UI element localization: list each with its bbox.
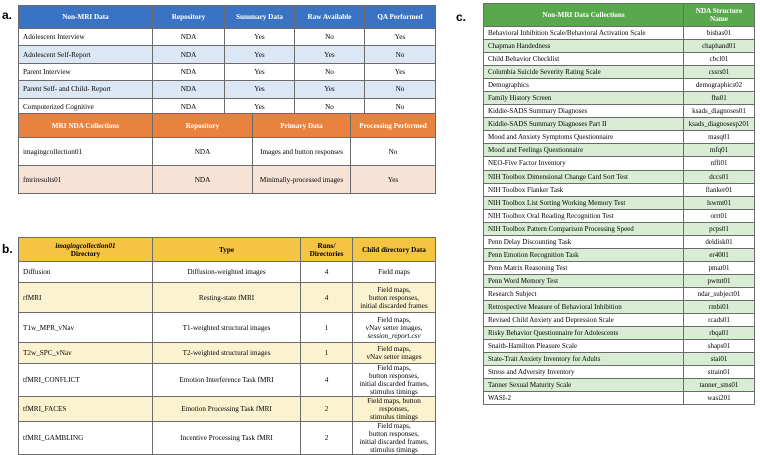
directory-cell: T1w_MPR_vNav xyxy=(19,313,153,343)
header-directory-italic: imagingcollection01 xyxy=(55,241,116,250)
table-row xyxy=(484,92,755,105)
table-row xyxy=(484,287,755,300)
structure-name-cell: tanner_sms01 xyxy=(684,379,755,392)
child-data-line: button responses, xyxy=(369,293,419,302)
structure-name-cell: ksads_diagnoses01 xyxy=(684,105,755,118)
header-cell: Non-MRI Data xyxy=(19,6,153,29)
structure-name-cell: er4001 xyxy=(684,248,755,261)
table-row xyxy=(484,157,755,170)
collection-name-cell: NIH Toolbox Flanker Task xyxy=(484,183,684,196)
table-cell: NDA xyxy=(153,63,225,80)
runs-cell: 1 xyxy=(301,313,353,343)
table-row xyxy=(19,63,436,80)
child-data-line: vNav setter images xyxy=(366,353,422,361)
panel-label-c: c. xyxy=(456,10,467,24)
table-cell: No xyxy=(295,29,365,46)
table-row xyxy=(484,353,755,366)
collection-name-cell: Penn Matrix Reasoning Test xyxy=(484,261,684,274)
table-row xyxy=(484,209,755,222)
table-cell: Yes xyxy=(225,98,295,115)
directory-cell: Diffusion xyxy=(19,262,153,283)
table-row xyxy=(484,40,755,53)
table-row xyxy=(484,235,755,248)
table-row xyxy=(484,248,755,261)
header-directory-plain: Directory xyxy=(70,249,101,258)
structure-name-cell: pcps01 xyxy=(684,222,755,235)
header-cell: Primary Data xyxy=(253,114,351,138)
collection-name-cell: Chapman Handedness xyxy=(484,40,684,53)
collection-name-cell: Family History Screen xyxy=(484,92,684,105)
table-row xyxy=(19,138,436,166)
structure-name-cell: flanker01 xyxy=(684,183,755,196)
table-row xyxy=(19,81,436,98)
runs-cell: 4 xyxy=(301,262,353,283)
collection-name-cell: Research Subject xyxy=(484,287,684,300)
mri-nda-collections-table xyxy=(18,113,436,194)
table-cell: Yes xyxy=(351,166,436,194)
collection-name-cell: Stress and Adversity Inventory xyxy=(484,366,684,379)
collection-name-cell: Mood and Anxiety Symptoms Questionnaire xyxy=(484,131,684,144)
child-data-line: initial discarded frames, xyxy=(359,380,429,388)
table-row xyxy=(484,300,755,313)
structure-name-cell: bisbas01 xyxy=(684,27,755,40)
collection-name-cell: Penn Word Memory Test xyxy=(484,274,684,287)
directory-cell: tfMRI_FACES xyxy=(19,397,153,422)
collection-name-cell: NIH Toolbox Dimensional Change Card Sort Test xyxy=(484,170,684,183)
table-cell: Adolescent Interview xyxy=(19,29,153,46)
child-data-line: button responses, xyxy=(369,430,419,438)
collection-name-cell: Mood and Feelings Questionnaire xyxy=(484,144,684,157)
table-row xyxy=(484,53,755,66)
table-row xyxy=(19,422,436,455)
header-runs: Runs/ Directories xyxy=(301,238,353,262)
structure-name-cell: cbcl01 xyxy=(684,53,755,66)
table-row xyxy=(484,66,755,79)
child-data-line: stimulus timings xyxy=(370,388,418,396)
child-data-line: Field maps xyxy=(378,268,410,276)
structure-name-cell: deldisk01 xyxy=(684,235,755,248)
child-data-line: Field maps, xyxy=(377,315,411,324)
collection-name-cell: Demographics xyxy=(484,79,684,92)
table-row xyxy=(19,29,436,46)
header-cell: Repository xyxy=(153,114,253,138)
child-data-cell xyxy=(353,364,436,397)
table-cell: NDA xyxy=(153,29,225,46)
child-data-cell xyxy=(353,313,436,343)
structure-name-cell: masq01 xyxy=(684,131,755,144)
header-cell: Repository xyxy=(153,6,225,29)
child-data-cell xyxy=(353,343,436,364)
table-row xyxy=(484,183,755,196)
table-cell: NDA xyxy=(153,46,225,63)
table-row xyxy=(484,196,755,209)
table-cell: NDA xyxy=(153,166,253,194)
structure-name-cell: wasi201 xyxy=(684,392,755,405)
header-cell: MRI NDA Collections xyxy=(19,114,153,138)
collection-name-cell: Kiddie-SADS Summary Diagnoses Part II xyxy=(484,118,684,131)
directory-cell: tfMRI_CONFLICT xyxy=(19,364,153,397)
header-cell: Raw Available xyxy=(295,6,365,29)
table-cell: Yes xyxy=(365,63,436,80)
structure-name-cell: shaps01 xyxy=(684,340,755,353)
structure-name-cell: cssrs01 xyxy=(684,66,755,79)
table-row xyxy=(484,27,755,40)
collection-name-cell: NIH Toolbox Oral Reading Recognition Test xyxy=(484,209,684,222)
child-data-cell xyxy=(353,422,436,455)
table-row xyxy=(484,274,755,287)
table-row xyxy=(484,327,755,340)
table-row xyxy=(484,366,755,379)
table-row xyxy=(484,392,755,405)
header-cell: Non-MRI Data Collections xyxy=(484,4,684,27)
child-data-line: Field maps, xyxy=(377,285,411,294)
table-cell: No xyxy=(295,98,365,115)
collection-name-cell: Penn Delay Discounting Task xyxy=(484,235,684,248)
header-child-data: Child directory Data xyxy=(353,238,436,262)
type-cell: Diffusion-weighted images xyxy=(153,262,301,283)
table-cell: Yes xyxy=(225,46,295,63)
runs-cell: 2 xyxy=(301,422,353,455)
panel-label-a: a. xyxy=(2,8,13,22)
child-data-cell xyxy=(353,397,436,422)
table-row xyxy=(19,46,436,63)
header-cell: QA Performed xyxy=(365,6,436,29)
structure-name-cell: fhs01 xyxy=(684,92,755,105)
directory-cell: rfMRI xyxy=(19,283,153,313)
table-cell: Yes xyxy=(365,29,436,46)
table-cell: No xyxy=(365,46,436,63)
table-cell: Minimally-processed images xyxy=(253,166,351,194)
table-row xyxy=(19,313,436,343)
table-row xyxy=(19,166,436,194)
collection-name-cell: Risky Behavior Questionnaire for Adolescents xyxy=(484,327,684,340)
child-data-line: Field maps, xyxy=(377,364,411,372)
table-cell: No xyxy=(365,98,436,115)
structure-name-cell: rbqa01 xyxy=(684,327,755,340)
header-cell: Processing Performed xyxy=(351,114,436,138)
table-cell: No xyxy=(365,81,436,98)
child-data-line: initial discarded frames, xyxy=(359,438,429,446)
collection-name-cell: Tanner Sexual Maturity Scale xyxy=(484,379,684,392)
type-cell: Resting-state fMRI xyxy=(153,283,301,313)
table-cell: NDA xyxy=(153,98,225,115)
child-data-line: Field maps, button responses, xyxy=(367,397,421,413)
directory-cell: tfMRI_GAMBLING xyxy=(19,422,153,455)
table-cell: Parent Interview xyxy=(19,63,153,80)
type-cell: T2-weighted structural images xyxy=(153,343,301,364)
collection-name-cell: Behavioral Inhibition Scale/Behavioral Activation Scale xyxy=(484,27,684,40)
table-row xyxy=(19,397,436,422)
table-row xyxy=(484,131,755,144)
structure-name-cell: lswmt01 xyxy=(684,196,755,209)
table-row xyxy=(484,79,755,92)
structure-name-cell: pwmt01 xyxy=(684,274,755,287)
child-data-line: vNav setter images, xyxy=(365,323,423,332)
collection-name-cell: Child Behavior Checklist xyxy=(484,53,684,66)
structure-name-cell: stai01 xyxy=(684,353,755,366)
collection-name-cell: State-Trait Anxiety Inventory for Adults xyxy=(484,353,684,366)
structure-name-cell: mfq01 xyxy=(684,144,755,157)
imaging-directory-table xyxy=(18,237,436,455)
panel-label-b: b. xyxy=(2,242,13,256)
child-data-line: initial discarded frames xyxy=(360,301,428,310)
collection-name-cell: Kiddie-SADS Summary Diagnoses xyxy=(484,105,684,118)
collection-name-cell: WASI-2 xyxy=(484,392,684,405)
header-cell: NDA Structure Name xyxy=(684,4,755,27)
table-cell: Yes xyxy=(295,46,365,63)
child-data-line: stimulus timings xyxy=(370,413,418,421)
header-directory xyxy=(19,238,153,262)
table-row xyxy=(484,379,755,392)
table-row xyxy=(484,261,755,274)
table-cell: NDA xyxy=(153,138,253,166)
type-cell: Incentive Processing Task fMRI xyxy=(153,422,301,455)
table-cell: No xyxy=(295,63,365,80)
table-cell: Computerized Cognitive xyxy=(19,98,153,115)
child-data-line: Field maps, xyxy=(377,345,411,353)
collection-name-cell: Retrospective Measure of Behavioral Inhibition xyxy=(484,300,684,313)
table-row xyxy=(484,222,755,235)
table-row xyxy=(484,144,755,157)
structure-name-cell: demographics02 xyxy=(684,79,755,92)
table-cell: Images and button responses xyxy=(253,138,351,166)
child-data-line: button responses, xyxy=(369,372,419,380)
non-mri-nda-structures-table xyxy=(483,3,755,405)
structure-name-cell: rmbi01 xyxy=(684,300,755,313)
table-cell: Yes xyxy=(225,81,295,98)
table-row xyxy=(484,340,755,353)
header-cell: Summary Data xyxy=(225,6,295,29)
runs-cell: 4 xyxy=(301,283,353,313)
collection-name-cell: Snaith-Hamilton Pleasure Scale xyxy=(484,340,684,353)
table-cell: Adolescent Self-Report xyxy=(19,46,153,63)
type-cell: Emotion Interference Task fMRI xyxy=(153,364,301,397)
child-data-line: Field maps, xyxy=(377,422,411,430)
table-cell: Yes xyxy=(225,63,295,80)
collection-name-cell: Columbia Suicide Severity Rating Scale xyxy=(484,66,684,79)
table-row xyxy=(484,105,755,118)
structure-name-cell: chaphand01 xyxy=(684,40,755,53)
non-mri-data-table xyxy=(18,5,436,116)
runs-cell: 2 xyxy=(301,397,353,422)
collection-name-cell: Revised Child Anxiety and Depression Scale xyxy=(484,314,684,327)
header-type: Type xyxy=(153,238,301,262)
table-cell: Yes xyxy=(225,29,295,46)
collection-name-cell: NIH Toolbox List Sorting Working Memory Test xyxy=(484,196,684,209)
table-row xyxy=(19,283,436,313)
structure-name-cell: pmat01 xyxy=(684,261,755,274)
table-cell: NDA xyxy=(153,81,225,98)
table-row xyxy=(484,170,755,183)
table-row xyxy=(19,262,436,283)
child-data-cell xyxy=(353,262,436,283)
directory-cell: T2w_SPC_vNav xyxy=(19,343,153,364)
structure-name-cell: ndar_subject01 xyxy=(684,287,755,300)
structure-name-cell: rcads01 xyxy=(684,314,755,327)
table-row xyxy=(19,343,436,364)
type-cell: Emotion Processing Task fMRI xyxy=(153,397,301,422)
structure-name-cell: nffi01 xyxy=(684,157,755,170)
table-cell: Parent Self- and Child- Report xyxy=(19,81,153,98)
structure-name-cell: ksads_diagnosesp201 xyxy=(684,118,755,131)
table-row xyxy=(484,118,755,131)
structure-name-cell: strain01 xyxy=(684,366,755,379)
runs-cell: 1 xyxy=(301,343,353,364)
collection-name-cell: NEO-Five Factor Inventory xyxy=(484,157,684,170)
table-cell: fmriresults01 xyxy=(19,166,153,194)
structure-name-cell: orrt01 xyxy=(684,209,755,222)
collection-name-cell: Penn Emotion Recognition Task xyxy=(484,248,684,261)
table-row xyxy=(484,314,755,327)
table-row xyxy=(19,364,436,397)
type-cell: T1-weighted structural images xyxy=(153,313,301,343)
structure-name-cell: dccs01 xyxy=(684,170,755,183)
table-cell: imagingcollection01 xyxy=(19,138,153,166)
collection-name-cell: NIH Toolbox Pattern Comparison Processing Speed xyxy=(484,222,684,235)
table-cell: Yes xyxy=(295,81,365,98)
table-cell: No xyxy=(351,138,436,166)
child-data-cell xyxy=(353,283,436,313)
runs-cell: 4 xyxy=(301,364,353,397)
child-data-italic: session_report.csv xyxy=(367,331,421,340)
child-data-line: stimulus timings xyxy=(370,446,418,454)
